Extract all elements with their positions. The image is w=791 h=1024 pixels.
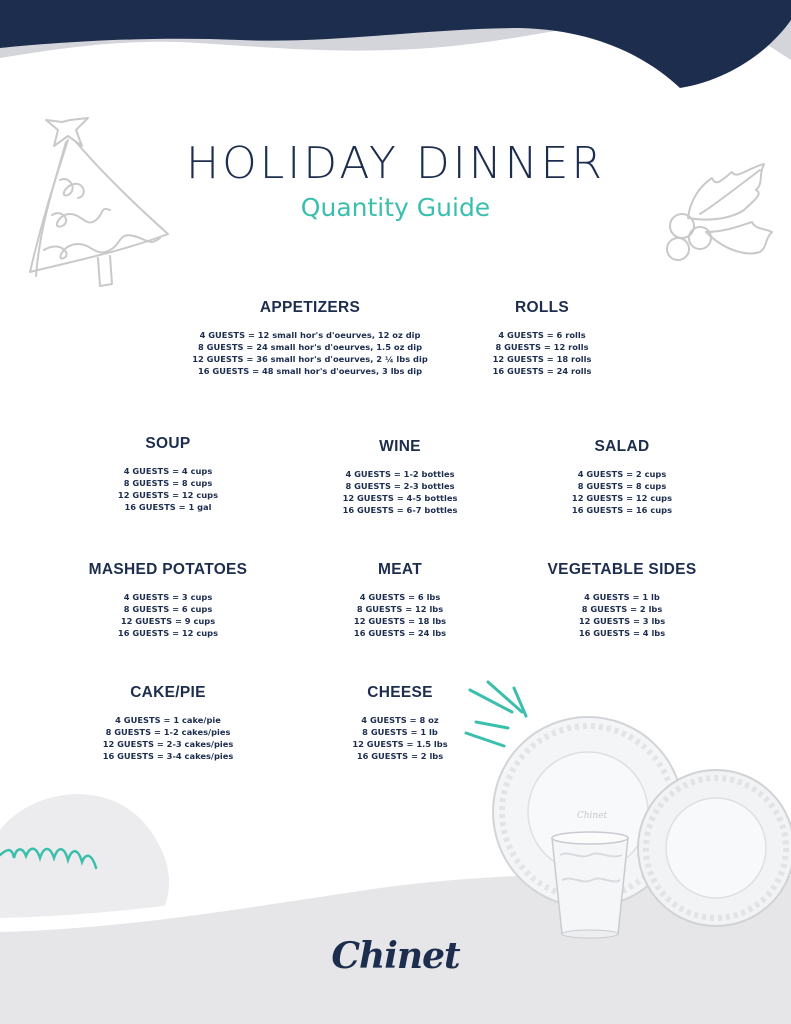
vegetable-sides-heading: VEGETABLE SIDES — [547, 561, 697, 578]
mashed-potatoes-line: 8 GUESTS = 6 cups — [123, 604, 213, 614]
vegetable-sides-line: 16 GUESTS = 4 lbs — [578, 628, 666, 638]
rolls-line: 12 GUESTS = 18 rolls — [492, 354, 592, 364]
soup-line: 4 GUESTS = 4 cups — [123, 466, 213, 476]
soup-line: 12 GUESTS = 12 cups — [117, 490, 219, 500]
mashed-potatoes-line: 4 GUESTS = 3 cups — [123, 592, 213, 602]
meat-heading: MEAT — [378, 561, 422, 578]
appetizers-line: 4 GUESTS = 12 small hor's d'oeurves, 12 oz dip — [199, 330, 421, 340]
vegetable-sides-line: 12 GUESTS = 3 lbs — [578, 616, 666, 626]
vegetable-sides-line: 8 GUESTS = 2 lbs — [581, 604, 663, 614]
salad-section — [542, 438, 702, 516]
wine-line: 12 GUESTS = 4-5 bottles — [342, 493, 458, 503]
meat-line: 8 GUESTS = 12 lbs — [356, 604, 444, 614]
wine-line: 4 GUESTS = 1-2 bottles — [345, 469, 455, 479]
cake-pie-line: 12 GUESTS = 2-3 cakes/pies — [102, 739, 234, 749]
meat-line: 16 GUESTS = 24 lbs — [353, 628, 447, 638]
cake-pie-section — [88, 684, 248, 762]
wine-line: 8 GUESTS = 2-3 bottles — [345, 481, 455, 491]
meat-line: 4 GUESTS = 6 lbs — [359, 592, 441, 602]
cheese-line: 16 GUESTS = 2 lbs — [356, 751, 444, 761]
mashed-potatoes-line: 16 GUESTS = 12 cups — [117, 628, 219, 638]
appetizers-line: 8 GUESTS = 24 small hor's d'oeurves, 1.5 oz dip — [197, 342, 423, 352]
page-subtitle: Quantity Guide — [300, 193, 491, 222]
salad-heading: SALAD — [594, 438, 650, 455]
cake-pie-line: 8 GUESTS = 1-2 cakes/pies — [105, 727, 231, 737]
mashed-potatoes-line: 12 GUESTS = 9 cups — [120, 616, 216, 626]
rolls-heading: ROLLS — [514, 299, 570, 316]
vegetable-sides-line: 4 GUESTS = 1 lb — [584, 592, 660, 602]
mashed-potatoes-section — [78, 561, 258, 639]
wine-section — [320, 438, 480, 516]
salad-line: 4 GUESTS = 2 cups — [577, 469, 667, 479]
meat-line: 12 GUESTS = 18 lbs — [353, 616, 447, 626]
salad-line: 12 GUESTS = 12 cups — [571, 493, 673, 503]
meat-section — [320, 561, 480, 639]
vegetable-sides-section — [532, 561, 712, 639]
plate-brand-mark: Chinet — [576, 811, 608, 821]
soup-heading: SOUP — [145, 435, 191, 452]
mashed-potatoes-heading: MASHED POTATOES — [88, 561, 248, 578]
soup-section — [88, 435, 248, 513]
cheese-section — [320, 684, 480, 762]
salad-line: 16 GUESTS = 16 cups — [571, 505, 673, 515]
soup-line: 16 GUESTS = 1 gal — [124, 502, 212, 512]
rolls-line: 4 GUESTS = 6 rolls — [498, 330, 586, 340]
chinet-logo: Chinet — [331, 935, 460, 977]
rolls-line: 8 GUESTS = 12 rolls — [495, 342, 589, 352]
rolls-section — [462, 299, 622, 377]
cheese-heading: CHEESE — [367, 684, 433, 701]
appetizers-heading: APPETIZERS — [259, 299, 361, 316]
appetizers-line: 12 GUESTS = 36 small hor's d'oeurves, 2 ¼ lbs dip — [192, 354, 428, 364]
appetizers-line: 16 GUESTS = 48 small hor's d'oeurves, 3 lbs dip — [197, 366, 423, 376]
cake-pie-line: 4 GUESTS = 1 cake/pie — [115, 715, 221, 725]
soup-line: 8 GUESTS = 8 cups — [123, 478, 213, 488]
appetizers-section — [180, 299, 440, 377]
cake-pie-heading: CAKE/PIE — [130, 684, 206, 701]
cheese-line: 12 GUESTS = 1.5 lbs — [352, 739, 448, 749]
salad-line: 8 GUESTS = 8 cups — [577, 481, 667, 491]
cheese-line: 8 GUESTS = 1 lb — [362, 727, 438, 737]
wine-heading: WINE — [379, 438, 421, 455]
rolls-line: 16 GUESTS = 24 rolls — [492, 366, 592, 376]
page-title: HOLIDAY DINNER — [186, 138, 605, 189]
cake-pie-line: 16 GUESTS = 3-4 cakes/pies — [102, 751, 234, 761]
wine-line: 16 GUESTS = 6-7 bottles — [342, 505, 458, 515]
cheese-line: 4 GUESTS = 8 oz — [361, 715, 439, 725]
